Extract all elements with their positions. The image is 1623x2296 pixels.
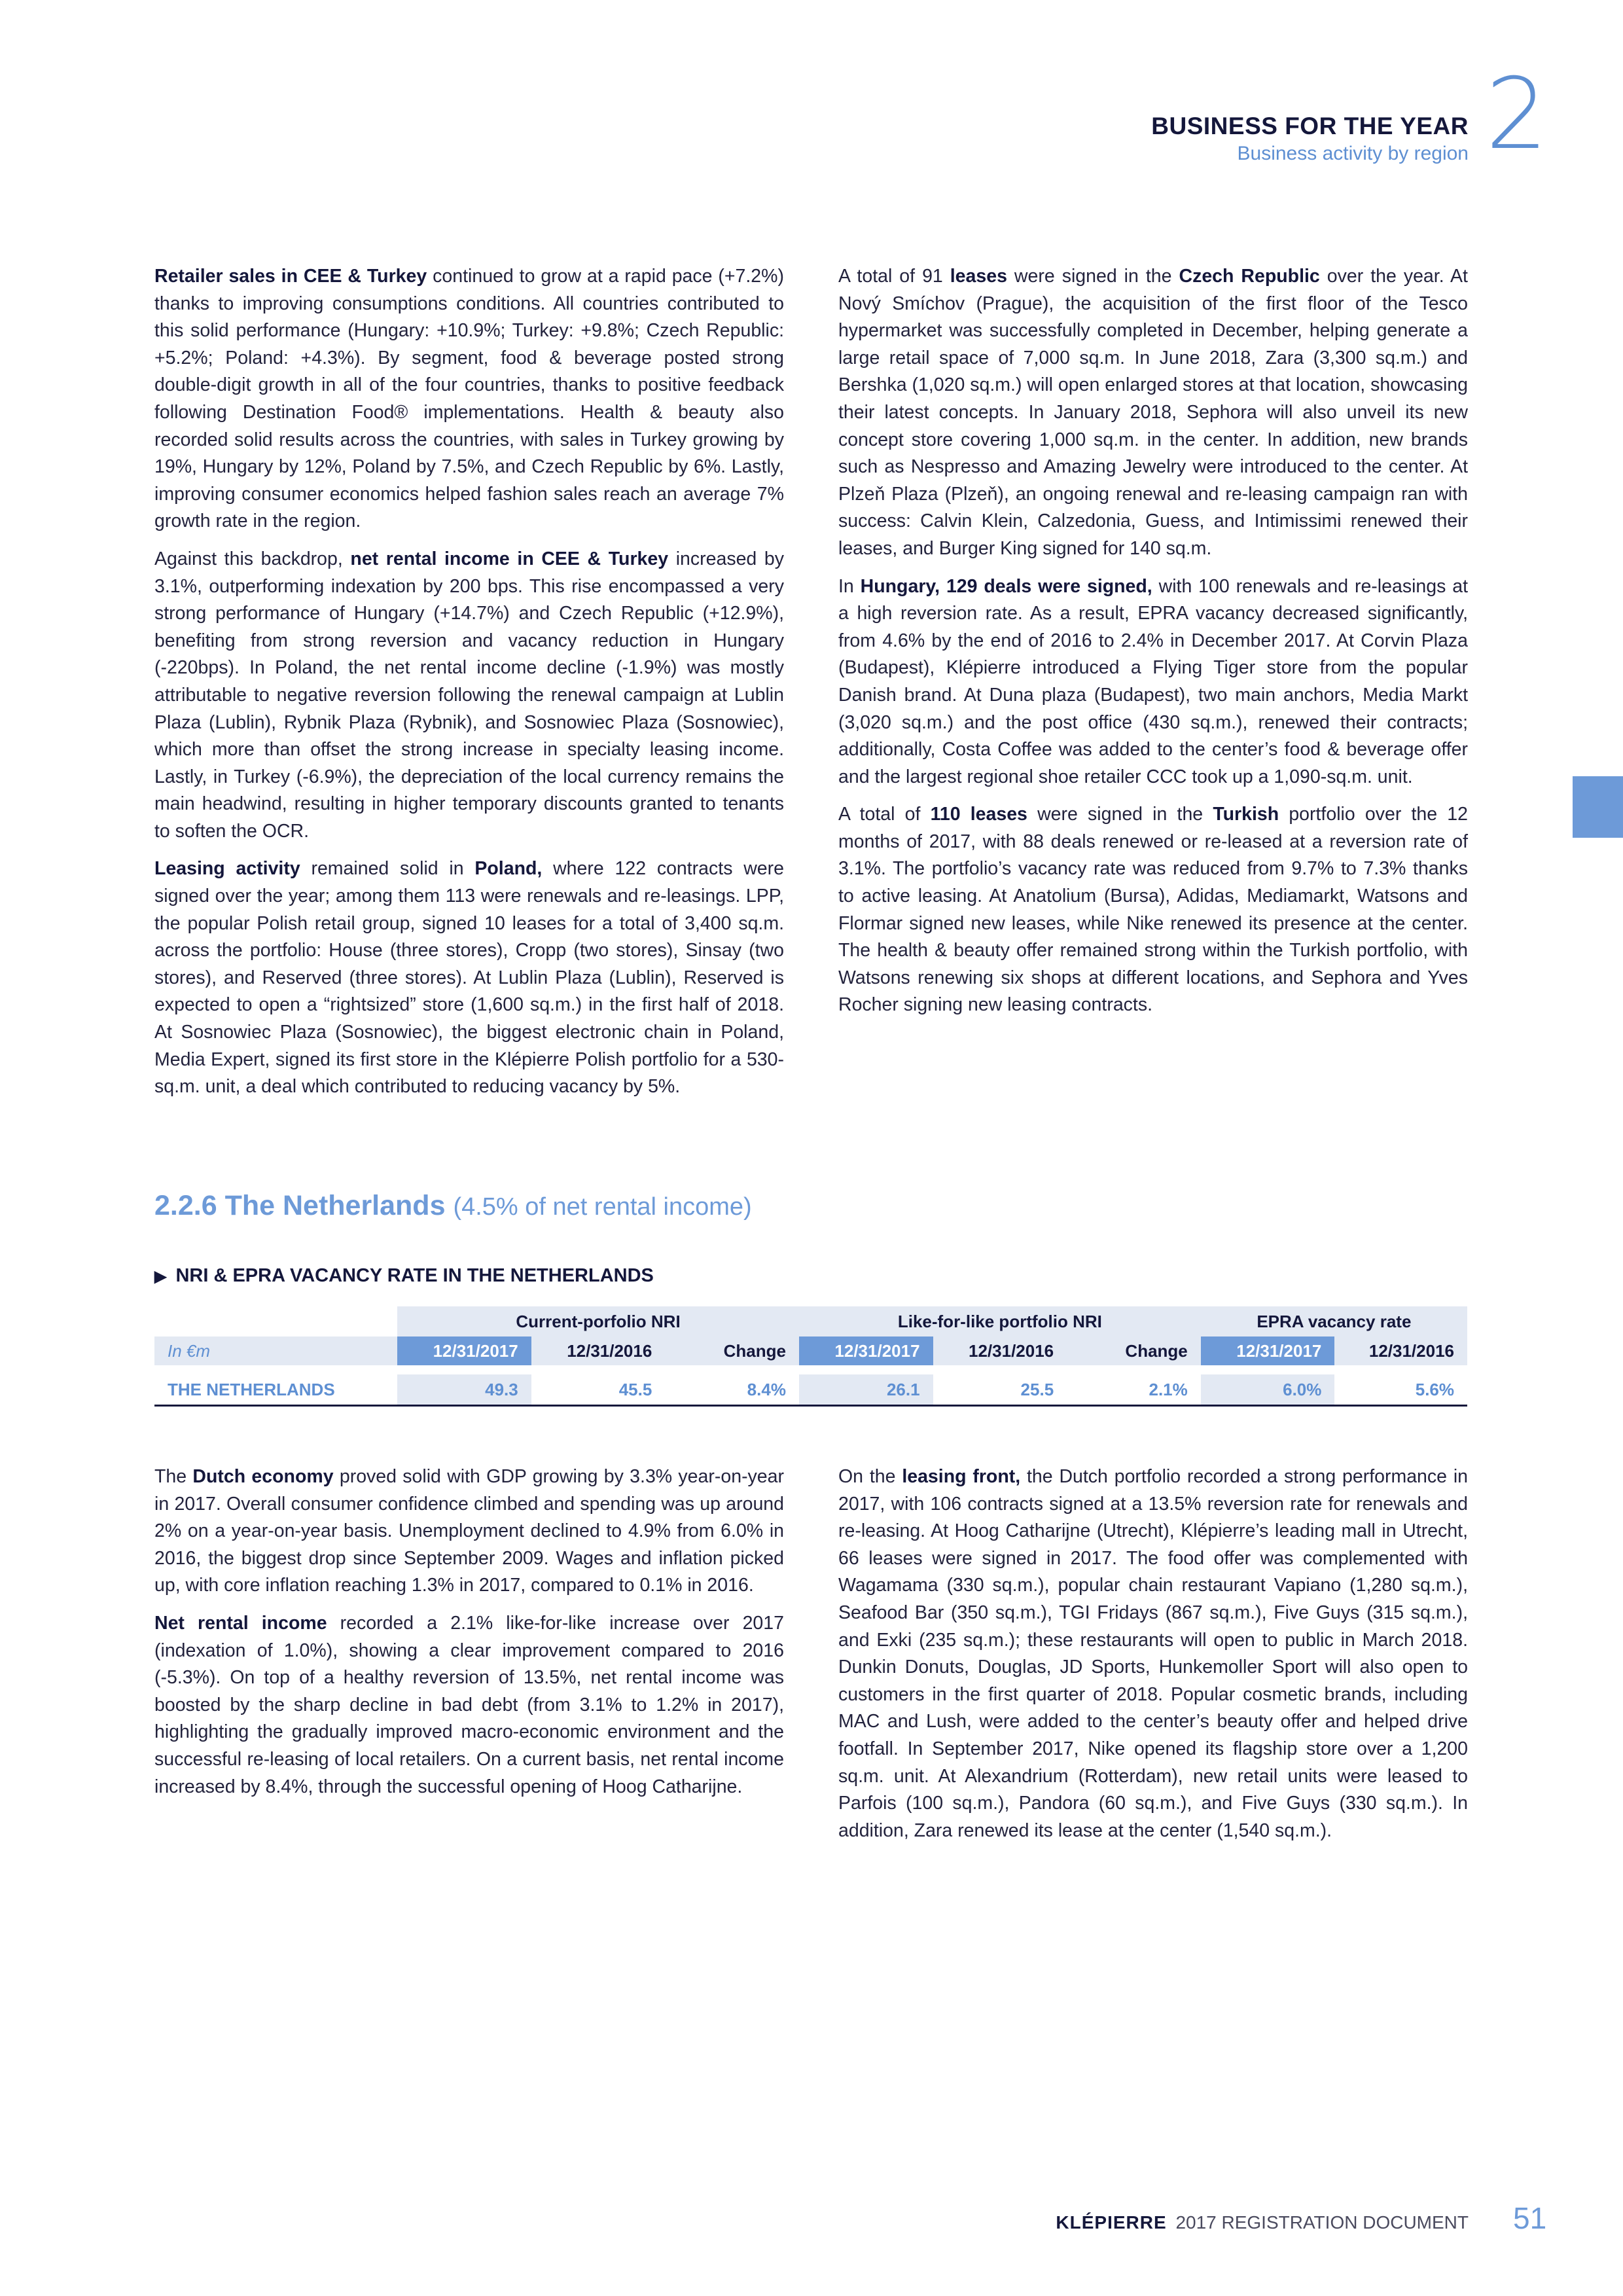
body-text: the Dutch portfolio recorded a strong performance in 2017, with 106 contracts signed at a 13.5% reversion rate for renewals and re-leasing. At Hoog Catharijne (Utrecht), Klépierre’s leading mall in Utrecht, 66 leases were signed in 2017. The food offer was complemented with Wagamama (330 sq.m.), popular chain restaurant Vapiano (1,280 sq.m.), Seafood Bar (350 sq.m.), TGI Fridays (867 sq.m.), Five Guys (315 sq.m.), and Exki (235 sq.m.); these restaurants will open to public in March 2018. Dunkin Donuts, Douglas, JD Sports, Hunkemoller Sport will also open to customers in the first quarter of 2018. Popular cosmetic brands, including MAC and Lush, were added to the center’s beauty offer and helped drive footfall. In September 2017, Nike opened its flagship store over a 1,200 sq.m. unit. At Alexandrium (Rotterdam), new retail units were leased to Parfois (100 sq.m.), Pandora (60 sq.m.), and Five Guys (330 sq.m.). In addition, Zara renewed its lease at the center (1,540 sq.m.).: [838, 1466, 1469, 1841]
lead-text: Net rental income: [154, 1612, 327, 1634]
triangle-bullet-icon: ▶: [154, 1268, 167, 1285]
section-note: (4.5% of net rental income): [453, 1193, 752, 1221]
table-corner: [154, 1306, 397, 1336]
chapter-title: BUSINESS FOR THE YEAR: [1151, 113, 1469, 139]
row-label: THE NETHERLANDS: [154, 1374, 397, 1406]
table-cell: 45.5: [531, 1374, 666, 1406]
body-text: On the: [838, 1466, 902, 1487]
nri-vacancy-table: [154, 1306, 1467, 1407]
table-cell: 26.1: [799, 1374, 933, 1406]
column-header: 12/31/2017: [799, 1336, 933, 1365]
table-spacer-row: [154, 1365, 1467, 1374]
group-header-current-nri: Current-porfolio NRI: [397, 1306, 799, 1336]
section-heading: [154, 1190, 752, 1222]
body-text: where 122 contracts were signed over the year; among them 113 were renewals and re-leasings. LPP, the popular Polish retail group, signed 10 leases for a total of 3,400 sq.m. across the portfolio: House (three stores), Cropp (two stores), Sinsay (two stores), and Reserved (three stores). At Lublin Plaza (Lublin), Reserved is expected to open a “rightsized” store (1,600 sq.m.) in the first half of 2018. At Sosnowiec Plaza (Sosnowiec), the biggest electronic chain in Poland, Media Expert, signed its first store in the Klépierre Polish portfolio for a 530-sq.m. unit, a deal which contributed to reducing vacancy by 5%.: [154, 858, 784, 1098]
column-header: 12/31/2016: [933, 1336, 1067, 1365]
chapter-number: 2: [1486, 58, 1548, 171]
table-cell: 5.6%: [1334, 1374, 1467, 1406]
paragraph-dutch-economy: [154, 1463, 784, 1600]
chapter-subtitle: Business activity by region: [1237, 143, 1469, 164]
lead-text: Retailer sales in CEE & Turkey: [154, 266, 427, 287]
document-name: 2017 REGISTRATION DOCUMENT: [1175, 2212, 1469, 2233]
body-text: portfolio over the 12 months of 2017, with 88 deals renewed or re-leased at a reversion rate of 3.1%. The portfolio’s vacancy rate was reduced from 9.7% to 7.3% thanks to active leasing. At Anatolium (Bursa), Adidas, Mediamarkt, Watsons and Flormar signed new leases, while Nike renewed its presence at the center. The health & beauty offer remained strong within the Turkish portfolio, with Watsons renewing six shops at different locations, and Sephora and Yves Rocher signing new leasing contracts.: [838, 804, 1468, 1016]
upper-right-column: [838, 263, 1468, 1030]
page-footer: [1056, 2212, 1469, 2233]
unit-label: In €m: [154, 1336, 397, 1365]
paragraph-czech-republic: [838, 263, 1468, 563]
group-header-lfl-nri: Like-for-like portfolio NRI: [799, 1306, 1201, 1336]
lead-text: Czech Republic: [1179, 266, 1320, 287]
body-text: recorded a 2.1% like-for-like increase over 2017 (indexation of 1.0%), showing a clear improvement compared to 2016 (-5.3%). On top of a healthy reversion of 13.5%, net rental income was boosted by the sharp decline in bad debt (from 3.1% to 1.2% in 2017), highlighting the gradually improved macro-economic environment and the successful re-leasing of local retailers. On a current basis, net rental income increased by 8.4%, through the successful opening of Hoog Catharijne.: [154, 1612, 784, 1797]
body-text: The: [154, 1466, 193, 1487]
paragraph-hungary: [838, 573, 1468, 791]
body-text: In: [838, 575, 861, 597]
column-header: 12/31/2016: [1334, 1336, 1467, 1365]
lead-text: leasing front,: [902, 1466, 1021, 1487]
column-header: Change: [665, 1336, 799, 1365]
body-text: over the year. At Nový Smíchov (Prague), the acquisition of the first floor of the Tesco hypermarket was successfully completed in December, helping generate a large retail space of 7,000 sq.m. In June 2018, Zara (3,300 sq.m.) and Bershka (1,020 sq.m.) will open enlarged stores at that location, showcasing their latest concepts. In January 2018, Sephora will also unveil its new concept store covering 1,000 sq.m. in the center. In addition, new brands such as Nespresso and Amazing Jewelry were introduced to the center. At Plzeň Plaza (Plzeň), an ongoing renewal and re-leasing campaign ran with success: Calvin Klein, Calzedonia, Guess, and Intimissimi renewed their leases, and Burger King signed for 140 sq.m.: [838, 266, 1468, 559]
column-header: 12/31/2017: [1201, 1336, 1335, 1365]
lead-text: Turkish: [1213, 804, 1279, 825]
table-title: [154, 1265, 654, 1287]
body-text: continued to grow at a rapid pace (+7.2%) thanks to improving consumptions conditions. All countries contributed to this solid performance (Hungary: +10.9%; Turkey: +9.8%; Czech Republic: +5.2%; Poland: +4.3%). By segment, food & beverage posted strong double-digit growth in all of the four countries, thanks to positive feedback following Destination Food® implementations. Health & beauty also recorded solid results across the countries, with sales in Turkey growing by 19%, Hungary by 12%, Poland by 7.5%, and Czech Republic by 6%. Lastly, improving consumer economics helped fashion sales reach an average 7% growth rate in the region.: [154, 266, 784, 532]
column-header: Change: [1067, 1336, 1201, 1365]
lead-text: Leasing activity: [154, 858, 300, 880]
column-header: 12/31/2017: [397, 1336, 531, 1365]
table-cell: 2.1%: [1067, 1374, 1201, 1406]
paragraph-net-rental-income-cee: [154, 546, 784, 846]
lower-left-column: [154, 1463, 784, 1811]
table-title-text: NRI & EPRA VACANCY RATE IN THE NETHERLANDS: [175, 1265, 654, 1286]
table-group-header-row: [154, 1306, 1467, 1336]
table-column-header-row: [154, 1336, 1467, 1365]
paragraph-net-rental-income-nl: [154, 1610, 784, 1801]
lead-text: leases: [950, 266, 1007, 287]
body-text: proved solid with GDP growing by 3.3% year-on-year in 2017. Overall consumer confidence climbed and spending was up around 2% on a year-on-year basis. Unemployment declined to 4.9% from 6.0% in 2016, the biggest drop since September 2009. Wages and inflation picked up, with core inflation reaching 1.3% in 2017, compared to 0.1% in 2016.: [154, 1466, 784, 1596]
body-text: A total of: [838, 804, 931, 825]
body-text: were signed in the: [1027, 804, 1213, 825]
body-text: increased by 3.1%, outperforming indexation by 200 bps. This rise encompassed a very strong performance of Hungary (+14.7%) and Czech Republic (+12.9%), benefiting from strong reversion and vacancy reduction in Hungary (-220bps). In Poland, the net rental income decline (-1.9%) was mostly attributable to negative reversion following the renewal campaign at Lublin Plaza (Lublin), Rybnik Plaza (Rybnik), and Sosnowiec Plaza (Sosnowiec), which more than offset the strong increase in specialty leasing income. Lastly, in Turkey (-6.9%), the depreciation of the local currency remains the main headwind, resulting in higher temporary discounts granted to tenants to soften the OCR.: [154, 548, 784, 842]
lead-text: net rental income in CEE & Turkey: [350, 548, 669, 569]
page-header: [1151, 113, 1469, 165]
group-header-epra-vacancy: EPRA vacancy rate: [1201, 1306, 1467, 1336]
paragraph-turkey: [838, 801, 1468, 1019]
table-cell: 6.0%: [1201, 1374, 1335, 1406]
body-text: Against this backdrop,: [154, 548, 351, 569]
upper-left-column: [154, 263, 784, 1111]
lead-text: 110 leases: [930, 804, 1027, 825]
paragraph-leasing-front: [838, 1463, 1468, 1844]
chapter-side-tab: [1573, 776, 1623, 838]
paragraph-retailer-sales: [154, 263, 784, 535]
body-text: A total of 91: [838, 266, 950, 287]
section-title: 2.2.6 The Netherlands: [154, 1190, 446, 1221]
brand-name: KLÉPIERRE: [1056, 2212, 1167, 2233]
lower-right-column: [838, 1463, 1468, 1855]
body-text: remained solid in: [300, 858, 475, 880]
table-cell: 25.5: [933, 1374, 1067, 1406]
lead-text: Hungary, 129 deals were signed,: [860, 575, 1152, 597]
lead-text: Dutch economy: [192, 1466, 334, 1487]
column-header: 12/31/2016: [531, 1336, 666, 1365]
paragraph-leasing-poland: [154, 855, 784, 1100]
page-number: 51: [1513, 2201, 1547, 2235]
table-row: [154, 1374, 1467, 1406]
lead-text: Poland,: [474, 858, 543, 880]
table-cell: 8.4%: [665, 1374, 799, 1406]
body-text: were signed in the: [1007, 266, 1179, 287]
table-cell: 49.3: [397, 1374, 531, 1406]
body-text: with 100 renewals and re-leasings at a high reversion rate. As a result, EPRA vacancy decreased significantly, from 4.6% by the end of 2016 to 2.4% in December 2017. At Corvin Plaza (Budapest), Klépierre introduced a Flying Tiger store from the popular Danish brand. At Duna plaza (Budapest), two main anchors, Media Markt (3,020 sq.m.) and the post office (430 sq.m.), renewed their contracts; additionally, Costa Coffee was added to the center’s food & beverage offer and the largest regional shoe retailer CCC took up a 1,090-sq.m. unit.: [838, 575, 1469, 787]
